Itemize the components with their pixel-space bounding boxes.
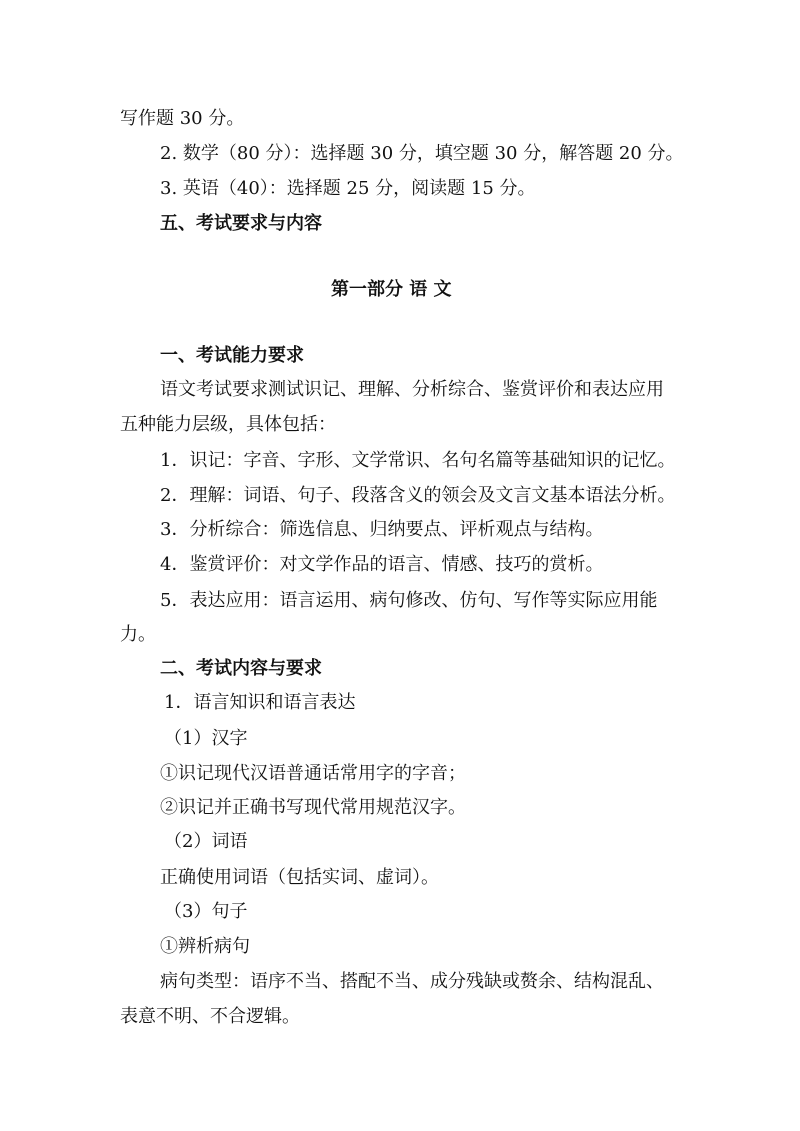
text-line: 病句类型：语序不当、搭配不当、成分残缺或赘余、结构混乱、	[160, 971, 664, 992]
list-item-english: 3. 英语（40）：选择题 25 分，阅读题 15 分。	[160, 178, 536, 199]
list-item: 2．理解：词语、句子、段落含义的领会及文言文基本语法分析。	[160, 485, 676, 506]
text-line: ②识记并正确书写现代常用规范汉字。	[160, 797, 466, 818]
text-line: ①辨析病句	[160, 936, 250, 957]
list-item-math: 2. 数学（80 分）：选择题 30 分，填空题 30 分，解答题 20 分。	[160, 143, 684, 164]
topic-subheading: （2）词语	[164, 831, 248, 852]
topic-subheading: （3）句子	[164, 901, 248, 922]
text-line: 写作题 30 分。	[120, 108, 245, 129]
list-item: 3．分析综合：筛选信息、归纳要点、评析观点与结构。	[160, 519, 604, 540]
list-item: 5．表达应用：语言运用、病句修改、仿句、写作等实际应用能	[160, 590, 658, 611]
topic-subheading: （1）汉字	[164, 728, 248, 749]
topic-heading: 1．语言知识和语言表达	[164, 692, 356, 713]
text-line: ①识记现代汉语普通话常用字的字音；	[160, 763, 466, 784]
list-item: 4．鉴赏评价：对文学作品的语言、情感、技巧的赏析。	[160, 554, 604, 575]
paragraph-line: 语文考试要求测试识记、理解、分析综合、鉴赏评价和表达应用	[160, 379, 664, 400]
text-line: 正确使用词语（包括实词、虚词）。	[160, 867, 439, 888]
paragraph-line: 五种能力层级，具体包括：	[120, 414, 336, 435]
part-title: 第一部分 语 文	[331, 279, 452, 300]
text-line: 表意不明、不合逻辑。	[120, 1006, 300, 1027]
subsection-heading: 二、考试内容与要求	[160, 658, 322, 679]
section-heading: 五、考试要求与内容	[160, 213, 322, 234]
list-item: 1．识记：字音、字形、文学常识、名句名篇等基础知识的记忆。	[160, 450, 676, 471]
subsection-heading: 一、考试能力要求	[160, 345, 304, 366]
list-item-continuation: 力。	[120, 624, 156, 645]
